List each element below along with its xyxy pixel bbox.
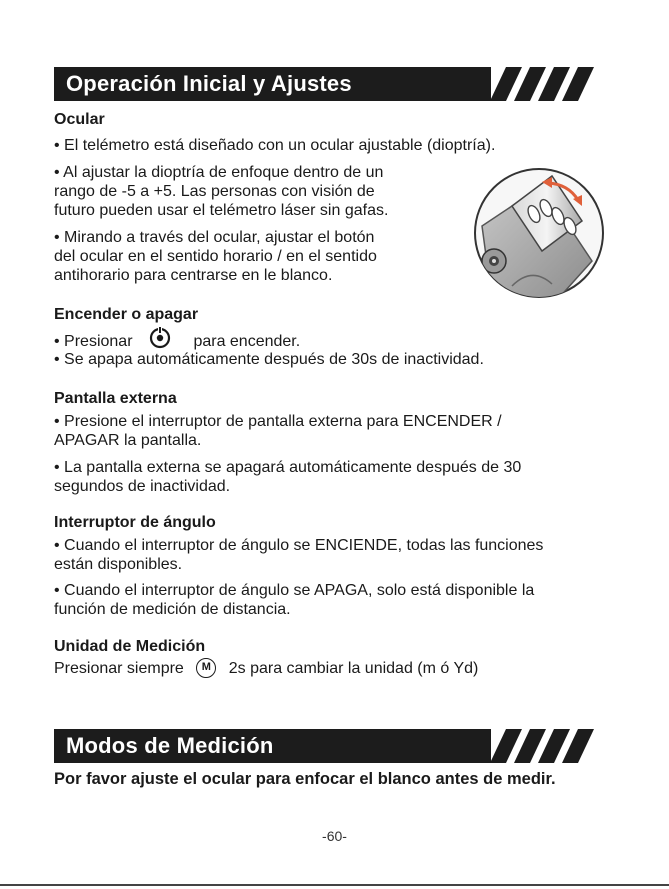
bottom-rule [0, 884, 669, 886]
ocular-paragraph-2-line-2: rango de -5 a +5. Las personas con visión de [54, 183, 375, 200]
angle-paragraph-1-line-2: están disponibles. [54, 556, 183, 573]
power-paragraph-2: • Se apapa automáticamente después de 30s de inactividad. [54, 351, 484, 368]
ocular-paragraph-3-line-1: • Mirando a través del ocular, ajustar el botón [54, 229, 375, 246]
angle-paragraph-1-line-1: • Cuando el interruptor de ángulo se ENCIENDE, todas las funciones [54, 537, 544, 554]
section-banner-initial-operation [54, 67, 594, 101]
mode-button-icon: M [196, 658, 216, 678]
angle-paragraph-2-line-2: función de medición de distancia. [54, 601, 291, 618]
banner-stripes-decoration [490, 729, 594, 763]
power-title: Encender o apagar [54, 306, 199, 323]
section-banner-measurement-modes [54, 729, 594, 763]
angle-paragraph-2-line-1: • Cuando el interruptor de ángulo se APAGA, solo está disponible la [54, 582, 535, 599]
unit-text-after: 2s para cambiar la unidad (m ó Yd) [228, 660, 479, 678]
display-paragraph-2-line-1: • La pantalla externa se apagará automáticamente después de 30 [54, 459, 522, 476]
banner-stripes-decoration [490, 67, 594, 101]
ocular-paragraph-1: • El telémetro está diseñado con un ocular ajustable (dioptría). [54, 137, 496, 154]
display-title: Pantalla externa [54, 390, 177, 407]
power-text-before: • Presionar [54, 333, 133, 351]
ocular-paragraph-2-line-3: futuro pueden usar el telémetro láser sin gafas. [54, 202, 389, 219]
ocular-title: Ocular [54, 111, 105, 128]
banner-title: Operación Inicial y Ajustes [66, 71, 352, 96]
display-paragraph-2-line-2: segundos de inactividad. [54, 478, 231, 495]
measurement-lead-text: Por favor ajuste el ocular para enfocar el blanco antes de medir. [54, 770, 556, 788]
unit-title: Unidad de Medición [54, 638, 206, 655]
banner-title: Modos de Medición [66, 733, 274, 758]
unit-paragraph [54, 659, 478, 679]
display-paragraph-1-line-2: APAGAR la pantalla. [54, 432, 202, 449]
ocular-paragraph-3-line-2: del ocular en el sentido horario / en el sentido [54, 248, 377, 265]
display-paragraph-1-line-1: • Presione el interruptor de pantalla externa para ENCENDER / [54, 413, 502, 430]
ocular-paragraph-2-line-1: • Al ajustar la dioptría de enfoque dentro de un [54, 164, 384, 181]
ocular-paragraph-3-line-3: antihorario para centrarse en le blanco. [54, 267, 333, 284]
unit-text-before: Presionar siempre [54, 660, 184, 678]
page-number: -60- [322, 828, 347, 844]
eyepiece-illustration [472, 166, 606, 300]
power-text-after: para encender. [193, 333, 301, 351]
angle-title: Interruptor de ángulo [54, 514, 216, 531]
